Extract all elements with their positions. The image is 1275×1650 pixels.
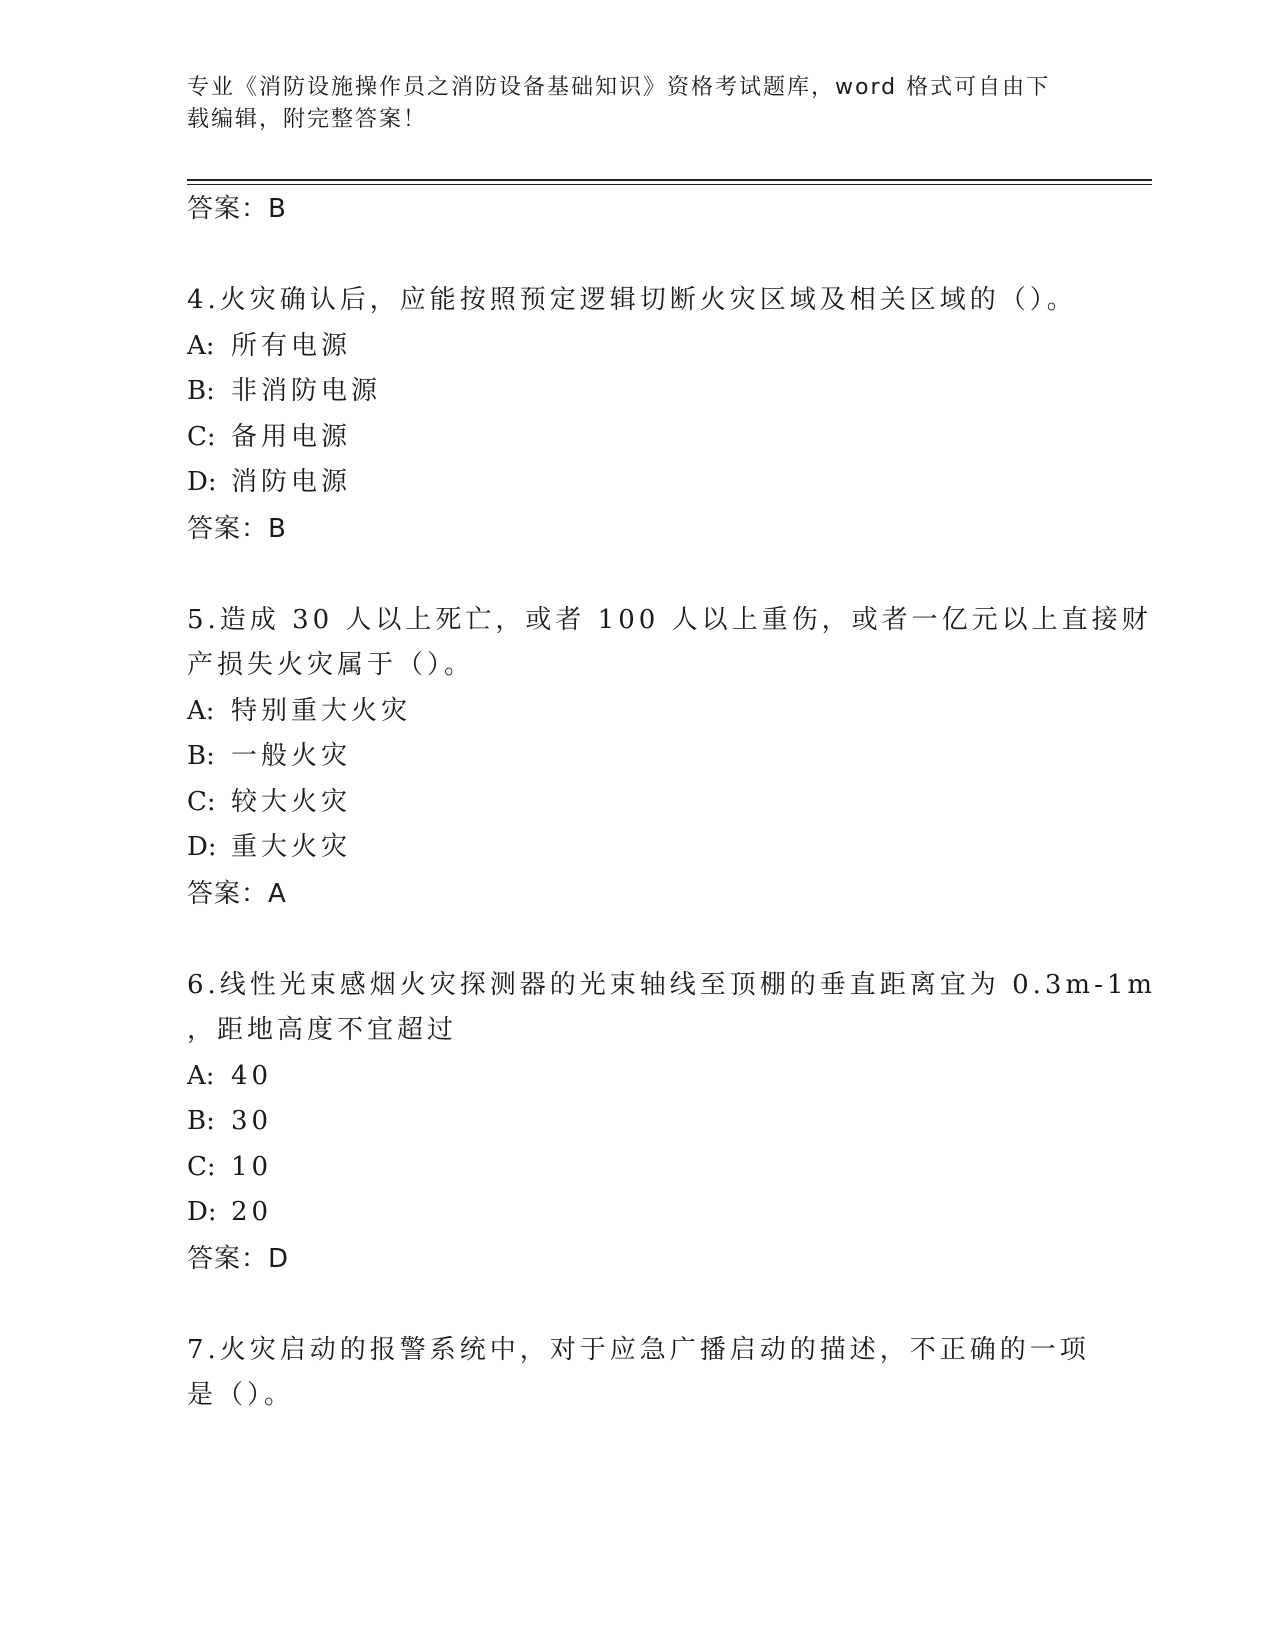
- option-letter: B:: [187, 1106, 215, 1136]
- option-a: [187, 324, 1087, 370]
- question-text: 6.线性光束感烟火灾探测器的光束轴线至顶棚的垂直距离宜为 0.3m-1m: [187, 969, 1157, 1000]
- option-letter: D:: [187, 467, 217, 497]
- option-letter: D:: [187, 1197, 217, 1227]
- option-d: [187, 1190, 1087, 1236]
- option-text: 非消防电源: [231, 376, 382, 406]
- option-c: [187, 1145, 1087, 1191]
- option-a: [187, 1054, 1087, 1100]
- answer-line: 答案：B: [187, 194, 287, 224]
- option-a: [187, 689, 1087, 735]
- option-b: [187, 369, 1087, 415]
- question-text: 4.火灾确认后，应能按照预定逻辑切断火灾区域及相关区域的（）。: [187, 285, 1077, 315]
- option-text: 特别重大火灾: [231, 695, 412, 726]
- document-header: [187, 72, 1067, 136]
- option-text: 备用电源: [231, 421, 352, 452]
- question-text-continued: 产损失火灾属于（）。: [187, 650, 475, 680]
- answer-line: 答案：B: [187, 513, 287, 544]
- header-line-1: 专业《消防设施操作员之消防设备基础知识》资格考试题库，word 格式可自由下: [187, 75, 1051, 100]
- answer-line: 答案：D: [187, 1243, 290, 1274]
- option-text: 30: [231, 1106, 273, 1136]
- question-text: 5.造成 30 人以上死亡，或者 100 人以上重伤，或者一亿元以上直接财: [187, 604, 1152, 635]
- question-text-continued: 是（）。: [187, 1380, 295, 1410]
- option-letter: A:: [187, 330, 215, 361]
- option-letter: A:: [187, 1060, 215, 1091]
- option-text: 10: [231, 1151, 273, 1182]
- question-5: [187, 598, 1152, 917]
- option-letter: C:: [187, 1151, 216, 1182]
- option-b: [187, 734, 1087, 780]
- option-letter: C:: [187, 786, 216, 817]
- option-text: 重大火灾: [231, 832, 352, 862]
- question-text: 7.火灾启动的报警系统中，对于应急广播启动的描述，不正确的一项: [187, 1334, 1090, 1365]
- option-text: 所有电源: [231, 330, 352, 361]
- header-divider-top: [187, 179, 1152, 181]
- header-divider-bottom: [187, 184, 1152, 185]
- option-text: 一般火灾: [231, 741, 352, 771]
- option-b: [187, 1099, 1087, 1145]
- question-7: [187, 1328, 1090, 1419]
- option-letter: A:: [187, 695, 215, 726]
- question-4: [187, 278, 1087, 552]
- option-d: [187, 825, 1087, 871]
- option-letter: D:: [187, 832, 217, 862]
- answer-line: 答案：A: [187, 878, 287, 909]
- option-c: [187, 415, 1087, 461]
- option-text: 消防电源: [231, 467, 352, 497]
- question-text-continued: ，距地高度不宜超过: [187, 1015, 458, 1045]
- option-letter: C:: [187, 421, 216, 452]
- option-text: 40: [231, 1060, 273, 1091]
- header-line-2: 载编辑，附完整答案！: [187, 107, 428, 132]
- option-letter: B:: [187, 376, 215, 406]
- option-text: 20: [231, 1197, 273, 1227]
- option-letter: B:: [187, 741, 215, 771]
- option-c: [187, 780, 1087, 826]
- question-6: [187, 963, 1157, 1282]
- option-text: 较大火灾: [231, 786, 352, 817]
- question-list: [187, 186, 1157, 1419]
- option-d: [187, 460, 1087, 506]
